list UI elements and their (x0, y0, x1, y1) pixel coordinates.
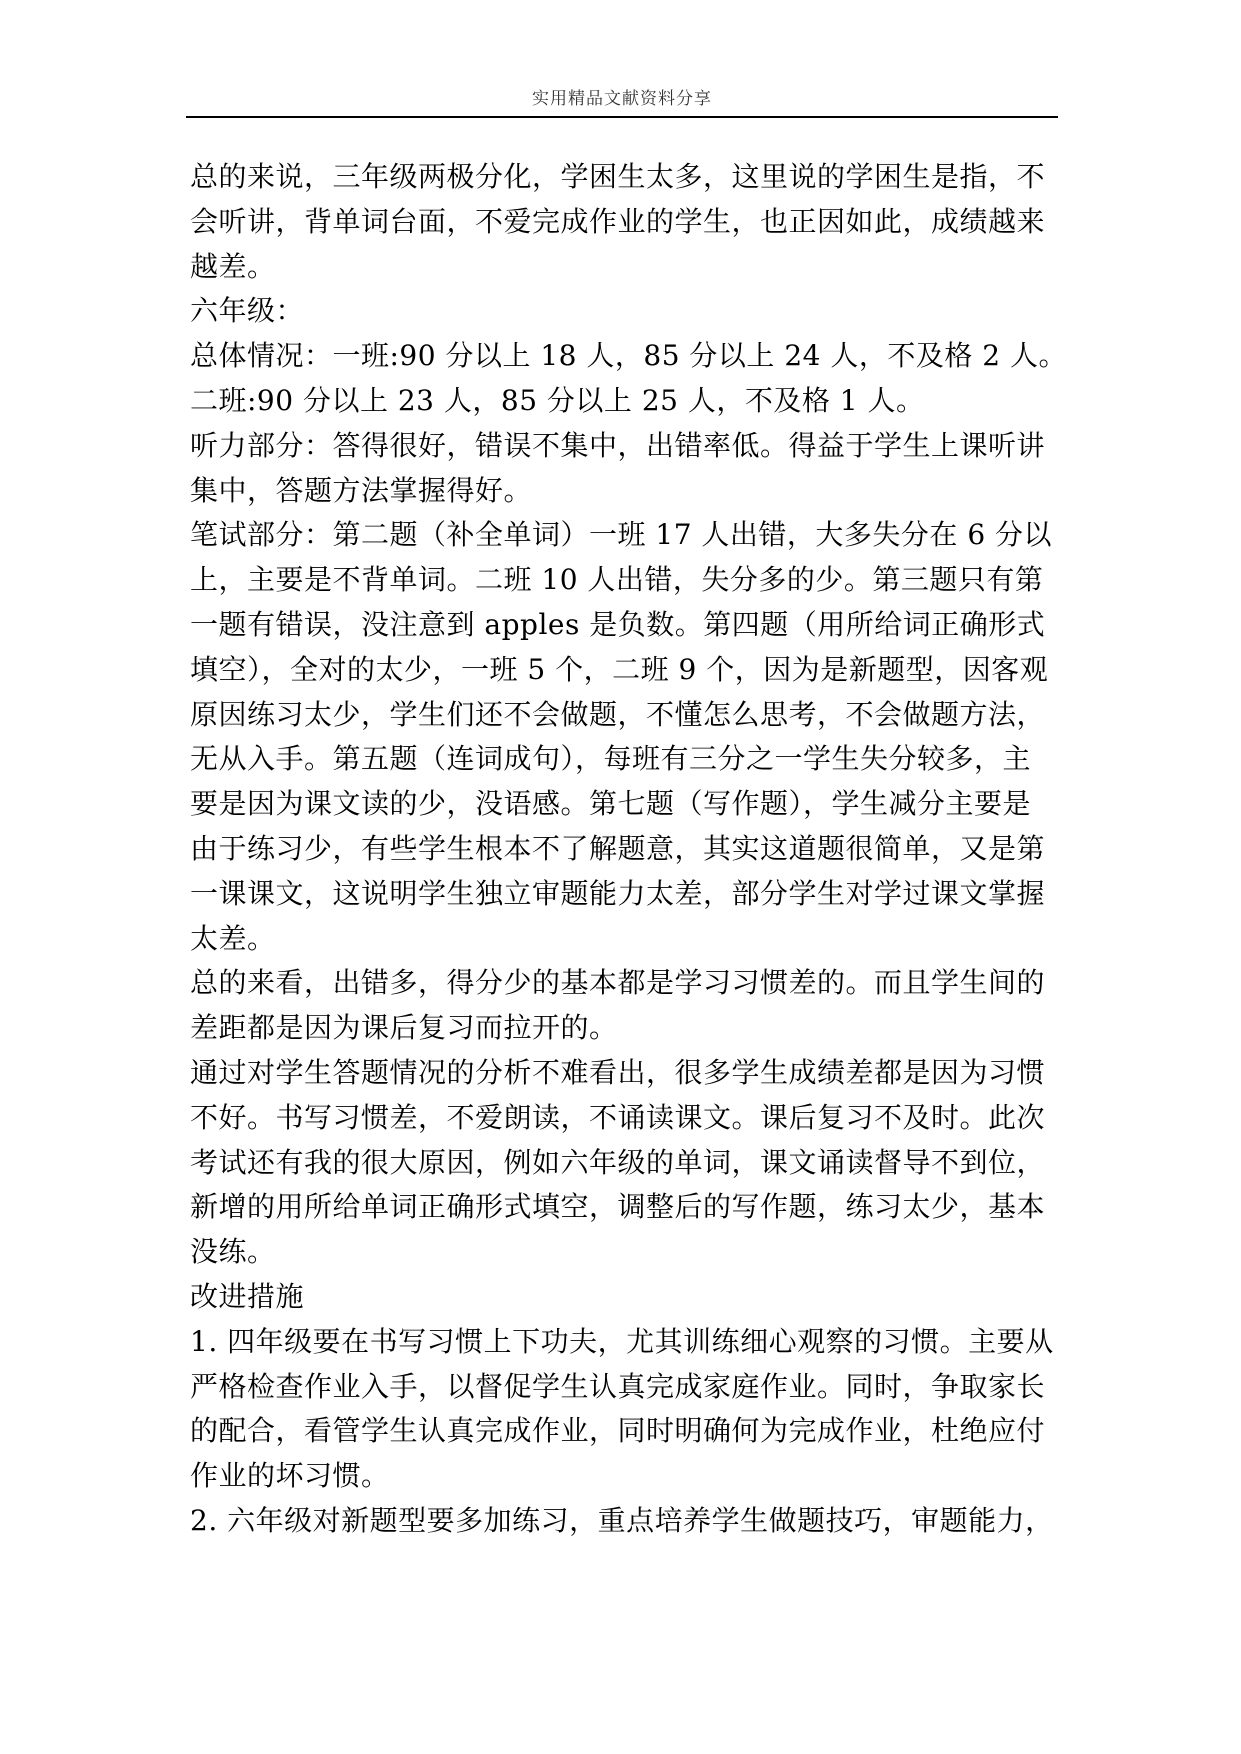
text-line: 2. 六年级对新题型要多加练习，重点培养学生做题技巧，审题能力， (190, 1503, 1054, 1537)
text-line: 新增的用所给单词正确形式填空，调整后的写作题，练习太少，基本 (190, 1190, 1046, 1224)
text-line: 改进措施 (190, 1279, 305, 1313)
text-line: 差距都是因为课后复习而拉开的。 (190, 1011, 618, 1045)
header-title: 实用精品文献资料分享 (532, 89, 712, 109)
text-line: 要是因为课文读的少，没语感。第七题（写作题），学生减分主要是 (190, 787, 1032, 821)
text-line: 听力部分：答得很好，错误不集中，出错率低。得益于学生上课听讲 (190, 428, 1046, 462)
text-line: 一题有错误，没注意到 apples 是负数。第四题（用所给词正确形式 (190, 607, 1046, 641)
text-line: 六年级： (190, 294, 305, 328)
text-line: 总的来说，三年级两极分化，学困生太多，这里说的学困生是指，不 (190, 160, 1046, 193)
text-line: 太差。 (190, 921, 276, 955)
text-line: 无从入手。第五题（连词成句），每班有三分之一学生失分较多，主 (190, 742, 1032, 776)
text-line: 集中，答题方法掌握得好。 (190, 473, 533, 507)
text-line: 由于练习少，有些学生根本不了解题意，其实这道题很简单，又是第 (190, 831, 1046, 865)
text-line: 上，主要是不背单词。二班 10 人出错，失分多的少。第三题只有第 (190, 563, 1044, 597)
text-line: 不好。书写习惯差，不爱朗读，不诵读课文。课后复习不及时。此次 (190, 1100, 1046, 1134)
text-line: 一课课文，这说明学生独立审题能力太差，部分学生对学过课文掌握 (190, 876, 1046, 910)
text-line: 考试还有我的很大原因，例如六年级的单词，课文诵读督导不到位， (190, 1145, 1046, 1179)
text-line: 会听讲，背单词台面，不爱完成作业的学生，也正因如此，成绩越来 (190, 204, 1046, 238)
text-line: 通过对学生答题情况的分析不难看出，很多学生成绩差都是因为习惯 (190, 1055, 1046, 1089)
text-line: 填空），全对的太少，一班 5 个，二班 9 个，因为是新题型，因客观 (190, 652, 1049, 686)
text-line: 的配合，看管学生认真完成作业，同时明确何为完成作业，杜绝应付 (190, 1414, 1046, 1448)
document-body (190, 155, 1065, 1544)
text-line: 总体情况：一班:90 分以上 18 人，85 分以上 24 人，不及格 2 人。 (190, 339, 1067, 373)
text-line: 笔试部分：第二题（补全单词）一班 17 人出错，大多失分在 6 分以 (190, 518, 1053, 552)
text-line: 作业的坏习惯。 (190, 1459, 390, 1493)
text-line: 二班:90 分以上 23 人，85 分以上 25 人，不及格 1 人。 (190, 383, 925, 417)
text-line: 越差。 (190, 249, 276, 283)
text-line: 严格检查作业入手，以督促学生认真完成家庭作业。同时，争取家长 (190, 1369, 1046, 1403)
text-line: 1. 四年级要在书写习惯上下功夫，尤其训练细心观察的习惯。主要从 (190, 1324, 1054, 1358)
text-line: 没练。 (190, 1235, 276, 1269)
text-line: 总的来看，出错多，得分少的基本都是学习习惯差的。而且学生间的 (190, 966, 1046, 1000)
text-line: 原因练习太少，学生们还不会做题，不懂怎么思考，不会做题方法， (190, 697, 1046, 731)
page-header (186, 88, 1058, 118)
